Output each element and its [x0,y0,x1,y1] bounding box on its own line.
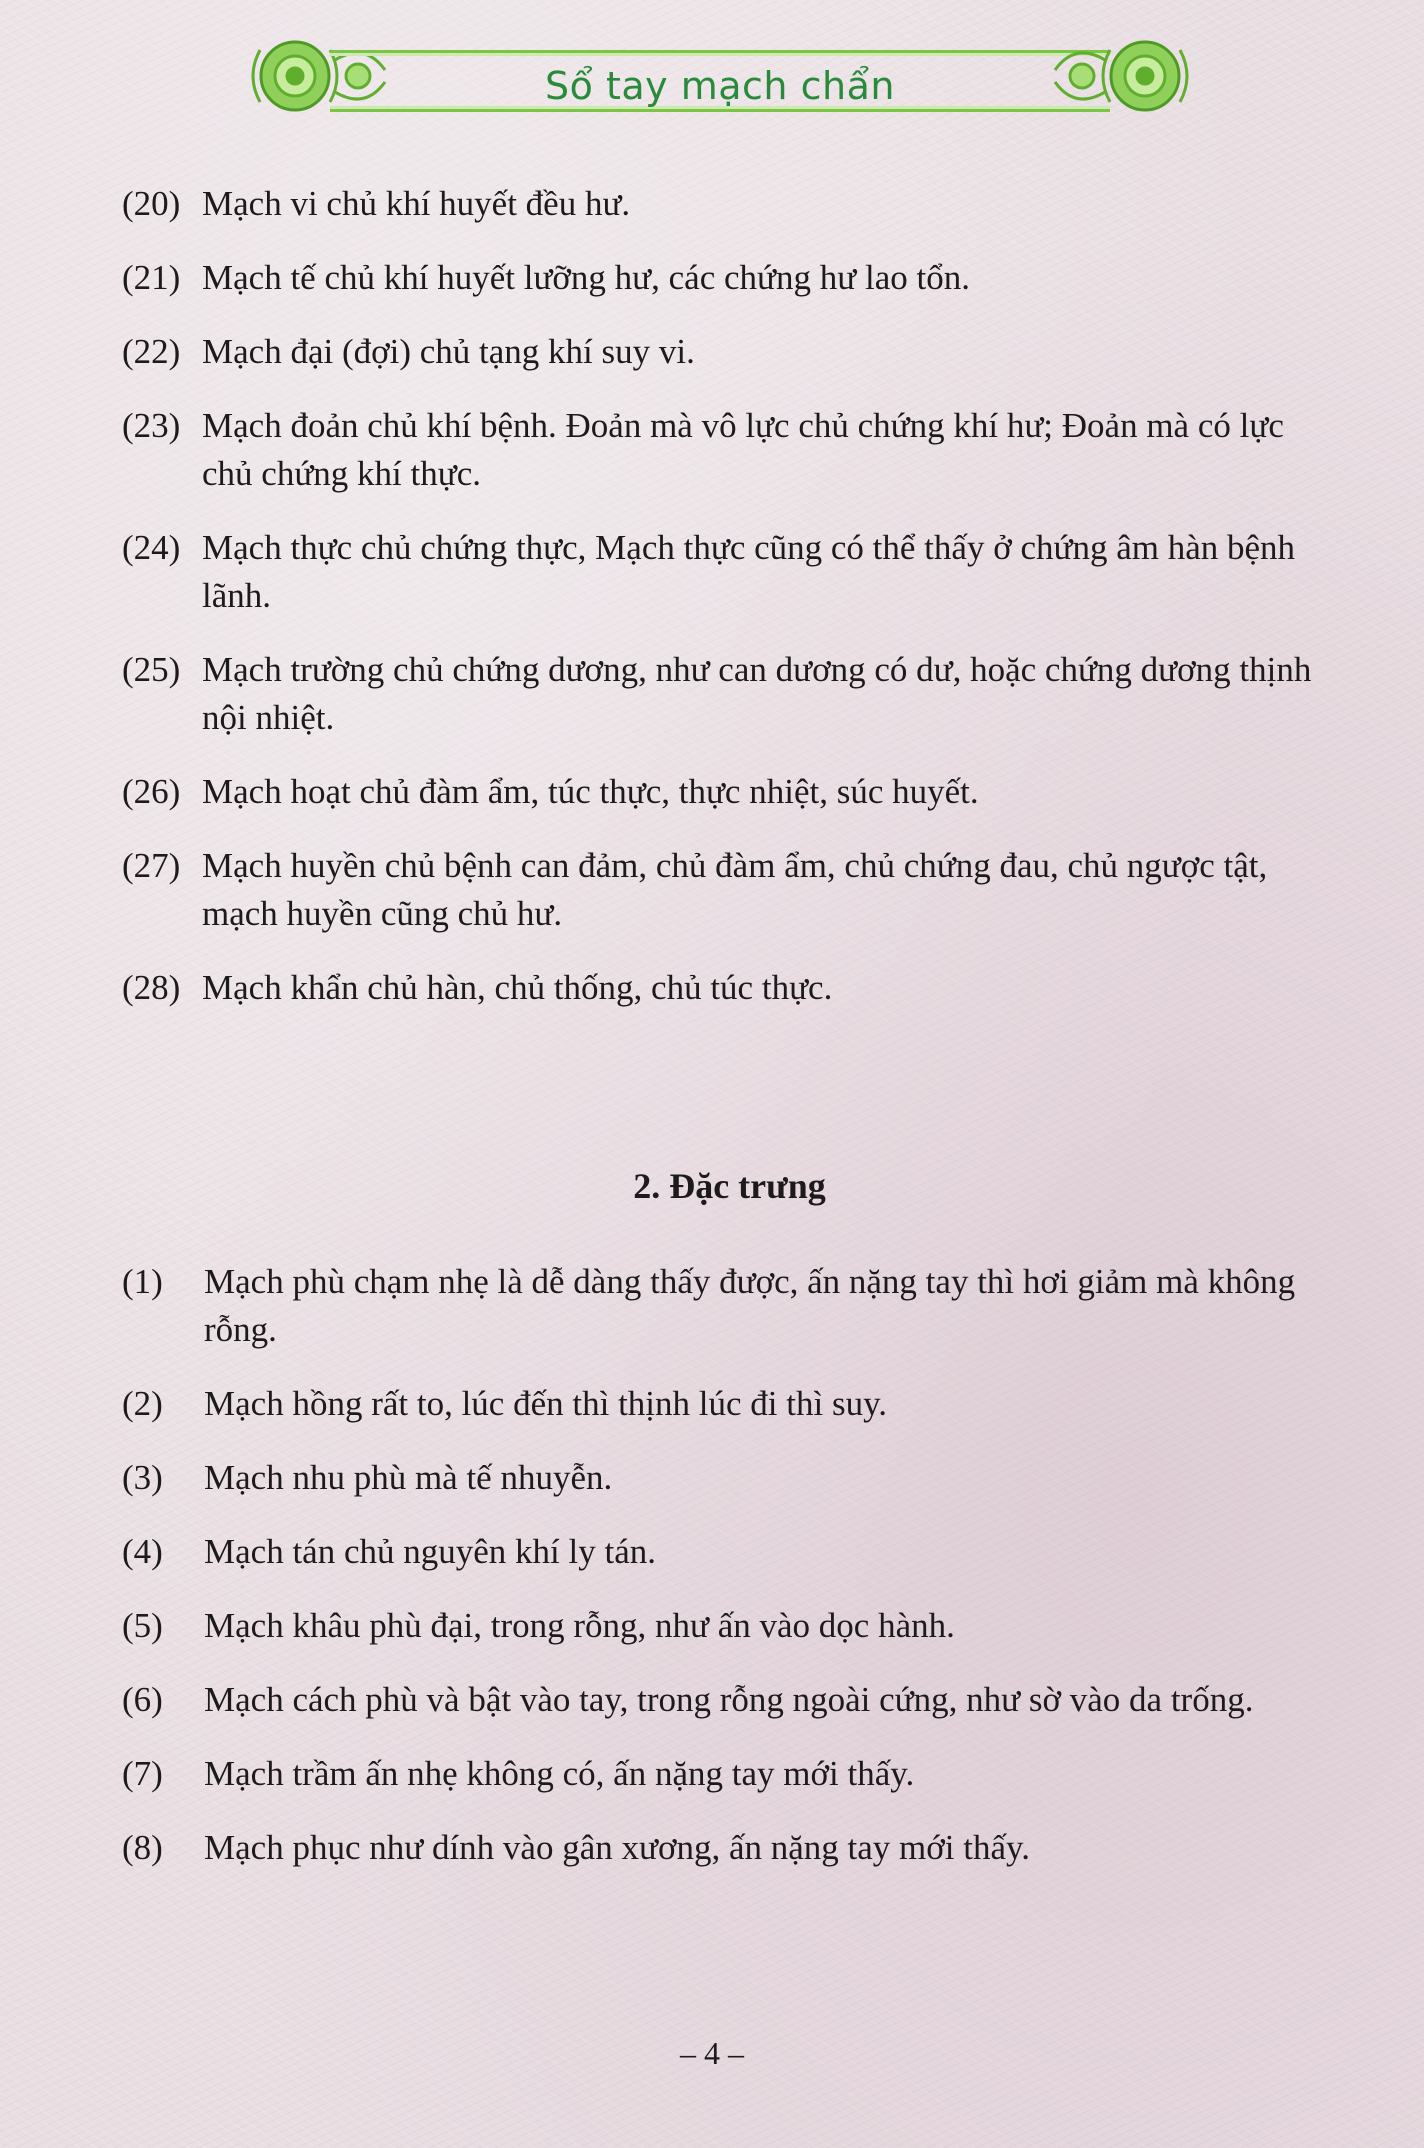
running-header-title: Sổ tay mạch chẩn [545,64,895,108]
item-text: Mạch tán chủ nguyên khí ly tán. [204,1532,656,1571]
list-item [122,1528,1337,1576]
item-text: Mạch hoạt chủ đàm ẩm, túc thực, thực nhiệt, súc huyết. [202,772,979,811]
page-header [240,20,1200,132]
item-text: Mạch nhu phù mà tế nhuyễn. [204,1458,613,1497]
page-number: – 4 – [680,2035,744,2071]
item-text: Mạch đoản chủ khí bệnh. Đoản mà vô lực chủ chứng khí hư; Đoản mà có lực chủ chứng khí thực. [202,406,1284,493]
item-number: (21) [122,258,181,297]
item-number: (5) [122,1606,163,1645]
list-item [122,254,1337,302]
item-number: (22) [122,332,181,371]
item-text: Mạch vi chủ khí huyết đều hư. [202,184,631,223]
list-item [122,1258,1337,1354]
item-text: Mạch đại (đợi) chủ tạng khí suy vi. [202,332,695,371]
item-number: (4) [122,1532,163,1571]
list-item [122,1824,1337,1872]
item-number: (20) [122,184,181,223]
list-item [122,1676,1337,1724]
section-heading: 2. Đặc trưng [633,1166,826,1206]
item-number: (6) [122,1680,163,1719]
item-number: (2) [122,1384,163,1423]
list-item [122,1750,1337,1798]
list-item [122,1380,1337,1428]
item-text: Mạch trường chủ chứng dương, như can dương có dư, hoặc chứng dương thịnh nội nhiệt. [202,650,1312,737]
list-item [122,1602,1337,1650]
item-number: (26) [122,772,181,811]
item-number: (1) [122,1262,163,1301]
page-content [122,180,1337,1898]
item-number: (27) [122,846,181,885]
list-item [122,964,1337,1012]
flower-ornament-icon [1050,20,1200,132]
item-text: Mạch phục như dính vào gân xương, ấn nặng tay mới thấy. [204,1828,1030,1867]
list-item [122,768,1337,816]
item-text: Mạch thực chủ chứng thực, Mạch thực cũng có thể thấy ở chứng âm hàn bệnh lãnh. [202,528,1296,615]
list-item [122,180,1337,228]
item-text: Mạch trầm ấn nhẹ không có, ấn nặng tay mới thấy. [204,1754,915,1793]
item-text: Mạch khẩn chủ hàn, chủ thống, chủ túc thực. [202,968,833,1007]
pulse-disease-list [122,180,1337,1012]
item-number: (3) [122,1458,163,1497]
item-number: (25) [122,650,181,689]
item-number: (7) [122,1754,163,1793]
list-item [122,1454,1337,1502]
item-text: Mạch cách phù và bật vào tay, trong rỗng ngoài cứng, như sờ vào da trống. [204,1680,1254,1719]
item-number: (23) [122,406,181,445]
item-text: Mạch khâu phù đại, trong rỗng, như ấn vào dọc hành. [204,1606,955,1645]
item-number: (8) [122,1828,163,1867]
item-text: Mạch tế chủ khí huyết lưỡng hư, các chứng hư lao tổn. [202,258,970,297]
list-item [122,524,1337,620]
list-item [122,842,1337,938]
pulse-characteristics-list [122,1258,1337,1872]
list-item [122,328,1337,376]
item-text: Mạch phù chạm nhẹ là dễ dàng thấy được, ấn nặng tay thì hơi giảm mà không rỗng. [204,1262,1296,1349]
list-item [122,646,1337,742]
item-number: (28) [122,968,181,1007]
list-item [122,402,1337,498]
item-number: (24) [122,528,181,567]
item-text: Mạch huyền chủ bệnh can đảm, chủ đàm ẩm, chủ chứng đau, chủ ngược tật, mạch huyền cũng chủ hư. [202,846,1268,933]
item-text: Mạch hồng rất to, lúc đến thì thịnh lúc đi thì suy. [204,1384,888,1423]
